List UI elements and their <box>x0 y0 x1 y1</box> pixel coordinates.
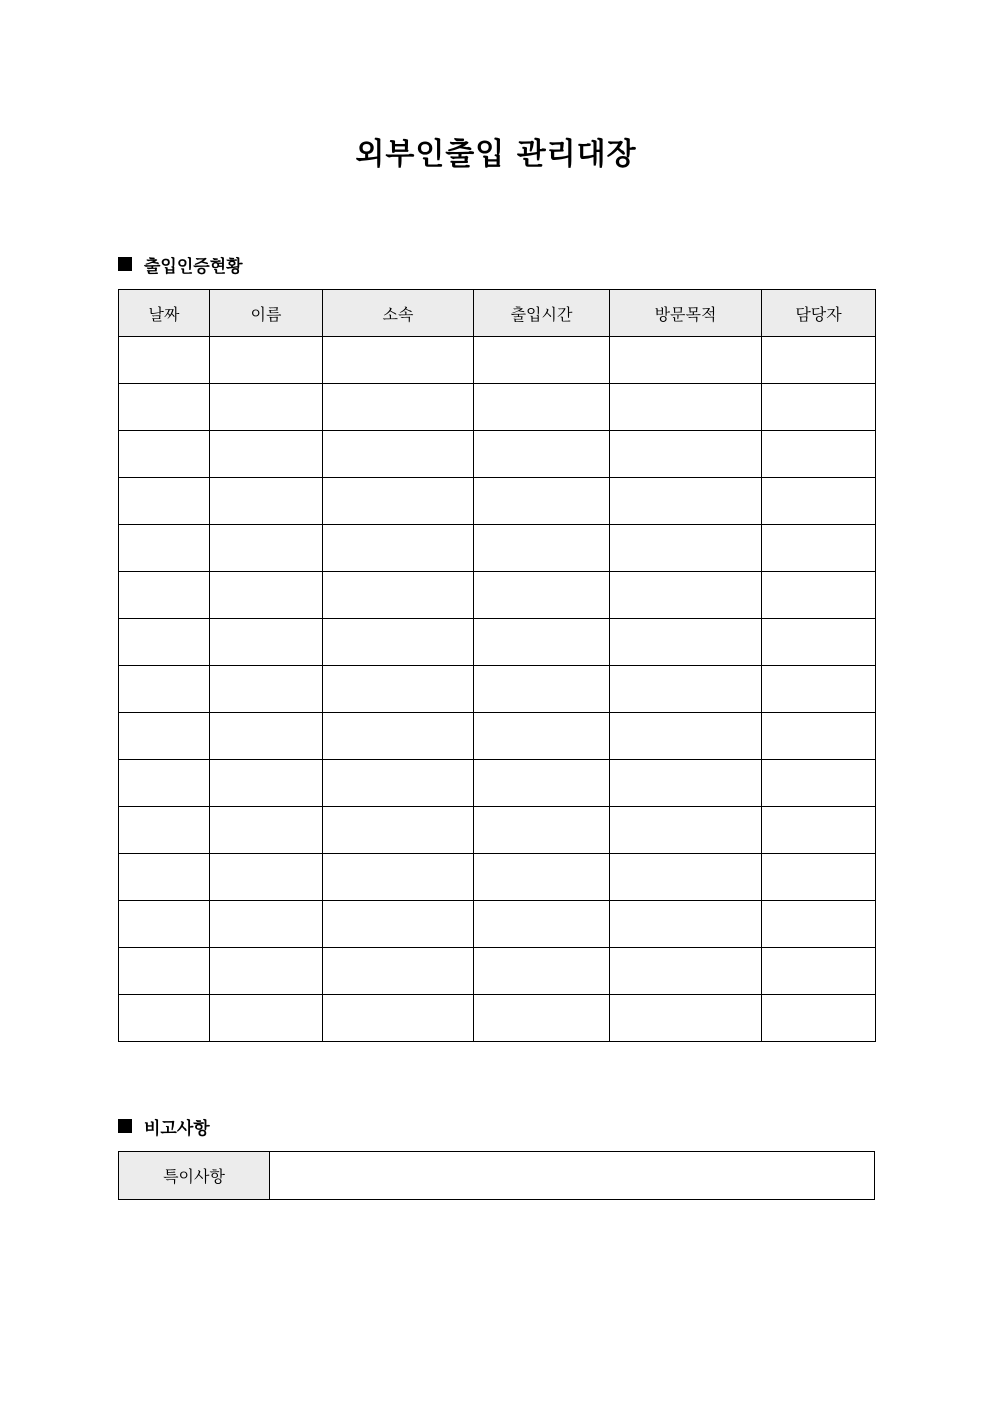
cell-date[interactable] <box>119 525 210 572</box>
cell-affiliation[interactable] <box>323 807 474 854</box>
cell-date[interactable] <box>119 619 210 666</box>
remarks-table <box>118 1151 875 1200</box>
table-row <box>119 384 876 431</box>
cell-visit-purpose[interactable] <box>610 713 762 760</box>
cell-entry-time[interactable] <box>474 384 610 431</box>
cell-affiliation[interactable] <box>323 666 474 713</box>
cell-name[interactable] <box>210 760 323 807</box>
cell-affiliation[interactable] <box>323 760 474 807</box>
cell-name[interactable] <box>210 337 323 384</box>
cell-entry-time[interactable] <box>474 995 610 1042</box>
column-header-name: 이름 <box>210 290 323 337</box>
page-title: 외부인출입 관리대장 <box>355 137 637 172</box>
cell-affiliation[interactable] <box>323 854 474 901</box>
cell-entry-time[interactable] <box>474 854 610 901</box>
cell-name[interactable] <box>210 901 323 948</box>
section-heading-remarks <box>118 1114 210 1138</box>
square-bullet-icon <box>118 1119 132 1133</box>
table-row <box>119 572 876 619</box>
cell-name[interactable] <box>210 807 323 854</box>
cell-entry-time[interactable] <box>474 948 610 995</box>
cell-visit-purpose[interactable] <box>610 854 762 901</box>
table-row <box>119 478 876 525</box>
cell-visit-purpose[interactable] <box>610 619 762 666</box>
cell-name[interactable] <box>210 619 323 666</box>
table-row <box>119 337 876 384</box>
cell-affiliation[interactable] <box>323 431 474 478</box>
cell-name[interactable] <box>210 854 323 901</box>
entry-log-table <box>118 289 876 1042</box>
table-row <box>119 713 876 760</box>
section-heading-entry <box>118 252 243 276</box>
cell-visit-purpose[interactable] <box>610 948 762 995</box>
cell-entry-time[interactable] <box>474 337 610 384</box>
cell-date[interactable] <box>119 995 210 1042</box>
cell-entry-time[interactable] <box>474 478 610 525</box>
cell-person-in-charge[interactable] <box>762 713 876 760</box>
column-header-entry-time: 출입시간 <box>474 290 610 337</box>
cell-name[interactable] <box>210 384 323 431</box>
cell-person-in-charge[interactable] <box>762 431 876 478</box>
cell-person-in-charge[interactable] <box>762 854 876 901</box>
cell-person-in-charge[interactable] <box>762 619 876 666</box>
cell-person-in-charge[interactable] <box>762 666 876 713</box>
cell-affiliation[interactable] <box>323 572 474 619</box>
cell-visit-purpose[interactable] <box>610 478 762 525</box>
cell-person-in-charge[interactable] <box>762 525 876 572</box>
remarks-row <box>119 1152 875 1200</box>
cell-visit-purpose[interactable] <box>610 525 762 572</box>
cell-entry-time[interactable] <box>474 525 610 572</box>
table-row <box>119 666 876 713</box>
cell-entry-time[interactable] <box>474 619 610 666</box>
cell-date[interactable] <box>119 478 210 525</box>
cell-affiliation[interactable] <box>323 525 474 572</box>
cell-date[interactable] <box>119 760 210 807</box>
square-bullet-icon <box>118 257 132 271</box>
cell-person-in-charge[interactable] <box>762 807 876 854</box>
table-row <box>119 995 876 1042</box>
remarks-label: 특이사항 <box>119 1152 270 1200</box>
cell-name[interactable] <box>210 478 323 525</box>
table-row <box>119 760 876 807</box>
cell-date[interactable] <box>119 384 210 431</box>
cell-date[interactable] <box>119 431 210 478</box>
table-row <box>119 948 876 995</box>
column-header-visit-purpose: 방문목적 <box>610 290 762 337</box>
cell-entry-time[interactable] <box>474 666 610 713</box>
cell-affiliation[interactable] <box>323 478 474 525</box>
cell-name[interactable] <box>210 525 323 572</box>
cell-visit-purpose[interactable] <box>610 760 762 807</box>
cell-visit-purpose[interactable] <box>610 807 762 854</box>
cell-entry-time[interactable] <box>474 760 610 807</box>
cell-entry-time[interactable] <box>474 713 610 760</box>
cell-date[interactable] <box>119 807 210 854</box>
table-row <box>119 431 876 478</box>
cell-person-in-charge[interactable] <box>762 478 876 525</box>
cell-name[interactable] <box>210 995 323 1042</box>
cell-date[interactable] <box>119 713 210 760</box>
section-heading-entry-label: 출입인증현황 <box>144 256 243 277</box>
cell-entry-time[interactable] <box>474 901 610 948</box>
cell-visit-purpose[interactable] <box>610 431 762 478</box>
cell-date[interactable] <box>119 901 210 948</box>
cell-person-in-charge[interactable] <box>762 572 876 619</box>
cell-name[interactable] <box>210 948 323 995</box>
cell-date[interactable] <box>119 337 210 384</box>
cell-affiliation[interactable] <box>323 384 474 431</box>
column-header-affiliation: 소속 <box>323 290 474 337</box>
table-row <box>119 619 876 666</box>
cell-entry-time[interactable] <box>474 431 610 478</box>
cell-affiliation[interactable] <box>323 995 474 1042</box>
cell-visit-purpose[interactable] <box>610 337 762 384</box>
cell-name[interactable] <box>210 572 323 619</box>
section-heading-remarks-label: 비고사항 <box>144 1118 210 1139</box>
table-header-row <box>119 290 876 337</box>
cell-visit-purpose[interactable] <box>610 995 762 1042</box>
cell-date[interactable] <box>119 666 210 713</box>
column-header-date: 날짜 <box>119 290 210 337</box>
cell-name[interactable] <box>210 713 323 760</box>
cell-visit-purpose[interactable] <box>610 666 762 713</box>
cell-visit-purpose[interactable] <box>610 384 762 431</box>
cell-visit-purpose[interactable] <box>610 572 762 619</box>
remarks-value-cell[interactable] <box>270 1152 875 1200</box>
cell-affiliation[interactable] <box>323 948 474 995</box>
cell-person-in-charge[interactable] <box>762 995 876 1042</box>
cell-person-in-charge[interactable] <box>762 760 876 807</box>
cell-date[interactable] <box>119 948 210 995</box>
cell-person-in-charge[interactable] <box>762 337 876 384</box>
table-row <box>119 854 876 901</box>
cell-affiliation[interactable] <box>323 619 474 666</box>
cell-person-in-charge[interactable] <box>762 384 876 431</box>
cell-visit-purpose[interactable] <box>610 901 762 948</box>
cell-person-in-charge[interactable] <box>762 901 876 948</box>
cell-name[interactable] <box>210 431 323 478</box>
cell-name[interactable] <box>210 666 323 713</box>
column-header-person-in-charge: 담당자 <box>762 290 876 337</box>
table-row <box>119 807 876 854</box>
cell-person-in-charge[interactable] <box>762 948 876 995</box>
cell-entry-time[interactable] <box>474 572 610 619</box>
cell-date[interactable] <box>119 572 210 619</box>
cell-date[interactable] <box>119 854 210 901</box>
cell-affiliation[interactable] <box>323 337 474 384</box>
cell-affiliation[interactable] <box>323 901 474 948</box>
table-row <box>119 525 876 572</box>
table-row <box>119 901 876 948</box>
cell-entry-time[interactable] <box>474 807 610 854</box>
cell-affiliation[interactable] <box>323 713 474 760</box>
